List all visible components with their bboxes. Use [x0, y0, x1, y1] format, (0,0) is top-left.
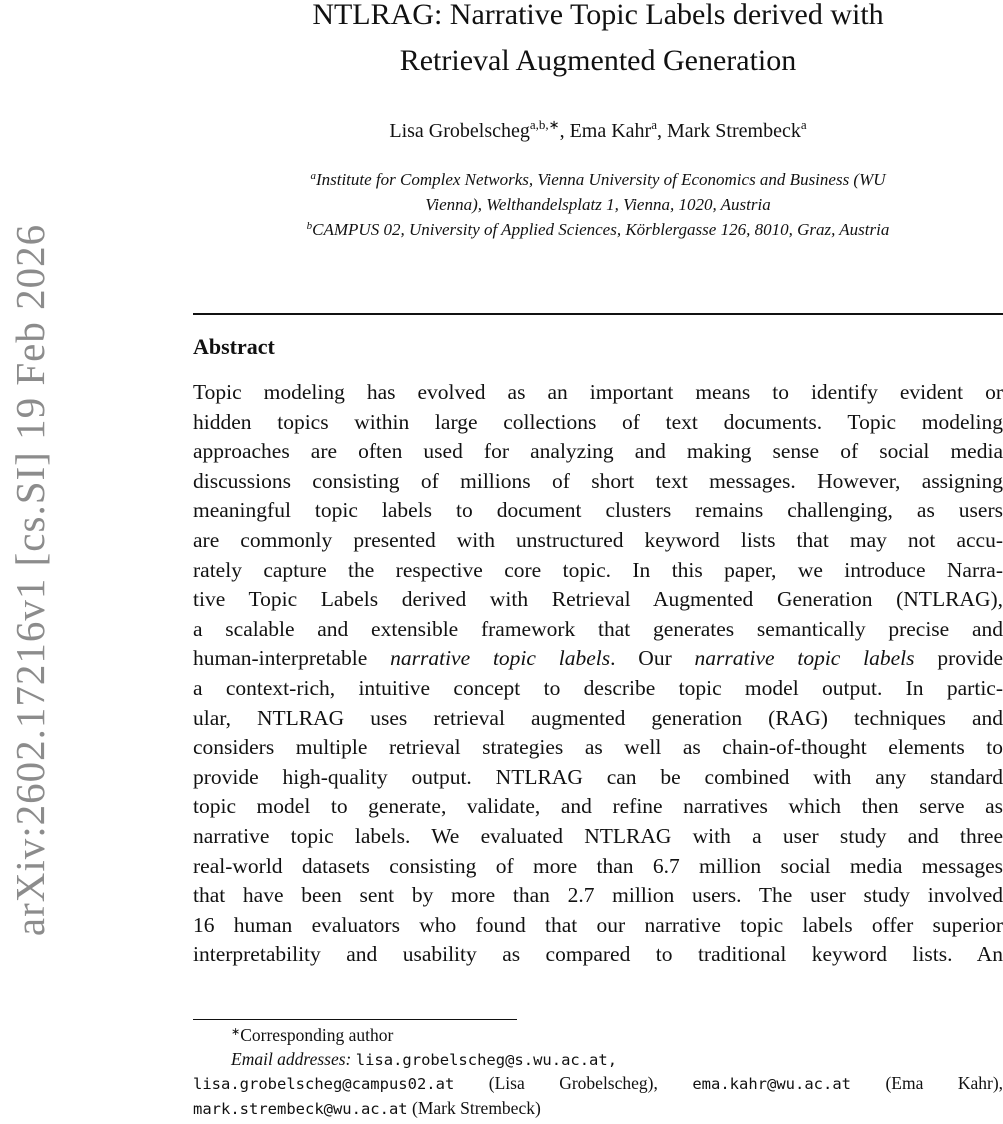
- author-affiliation-marks: a: [800, 117, 807, 132]
- corresponding-author-note: ∗Corresponding author: [231, 1025, 394, 1045]
- author-list: Lisa Grobelscheg$^{a,b,∗}$, Ema Kahr$^a$, Mark Strembeck$^a$: [389, 117, 807, 142]
- abstract-line: real-world datasets consisting of more than 6.7 million social media messages: [193, 853, 1003, 878]
- abstract-line: provide high-quality output. NTLRAG can be combined with any standard: [193, 764, 1003, 789]
- affiliation-a-continued: Vienna), Welthandelsplatz 1, Vienna, 1020, Austria: [425, 195, 771, 214]
- abstract-line: Topic modeling has evolved as an important means to identify evident or: [193, 380, 1003, 404]
- email-addresses-line: mark.strembeck@wu.ac.at (Mark Strembeck): [193, 1097, 541, 1118]
- paper-title: [193, 0, 1003, 84]
- abstract-line: hidden topics within large collections of text documents. Topic modeling: [193, 409, 1003, 434]
- abstract-line: interpretability and usability as compared to traditional keyword lists. An: [193, 942, 1003, 967]
- affiliation-a: $^a$Institute for Complex Networks, Vienna University of Economics and Business (WU: [310, 170, 886, 189]
- abstract-line: topic model to generate, validate, and refine narratives which then serve as: [193, 794, 1003, 819]
- abstract-line: a scalable and extensible framework that generates semantically precise and: [193, 616, 1003, 641]
- abstract-line: ular, NTLRAG uses retrieval augmented generation (RAG) techniques and: [193, 705, 1003, 730]
- author-affiliation-marks: a,b,∗: [529, 117, 560, 132]
- email-link[interactable]: lisa.grobelscheg@campus02.at: [193, 1075, 455, 1093]
- abstract-line-with-emphasis: human-interpretable narrative topic labels. Our narrative topic labels provide: [193, 646, 1003, 671]
- author-affiliation-marks: a: [651, 117, 657, 132]
- abstract-line: a context-rich, intuitive concept to describe topic model output. In partic-: [193, 675, 1003, 700]
- abstract-line: narrative topic labels. We evaluated NTLRAG with a user study and three: [193, 823, 1003, 848]
- abstract-line: are commonly presented with unstructured keyword lists that may not accu-: [193, 527, 1003, 552]
- footnotes: [193, 1024, 1003, 1121]
- abstract-line: discussions consisting of millions of short text messages. However, assigning: [193, 468, 1003, 493]
- email-addresses-line: Email addresses: lisa.grobelscheg@s.wu.ac.at,: [231, 1048, 618, 1069]
- emphasis: narrative topic labels: [694, 646, 915, 671]
- abstract-line: approaches are often used for analyzing and making sense of social media: [193, 439, 1003, 464]
- affiliations: [193, 167, 1003, 242]
- footnote-rule: [193, 1019, 517, 1020]
- title-line-1: NTLRAG: Narrative Topic Labels derived with: [312, 0, 884, 31]
- emphasis: narrative topic labels: [390, 646, 611, 671]
- abstract-body: [193, 378, 1003, 970]
- abstract-top-rule: [193, 313, 1003, 315]
- email-link[interactable]: lisa.grobelscheg@s.wu.ac.at,: [355, 1050, 618, 1069]
- abstract-line: that have been sent by more than 2.7 million users. The user study involved: [193, 883, 1003, 908]
- email-addresses-line: lisa.grobelscheg@campus02.at (Lisa Grobelscheg), ema.kahr@wu.ac.at (Ema Kahr),: [193, 1073, 1003, 1093]
- arxiv-identifier-stamp: arXiv:2602.17216v1 [cs.SI] 19 Feb 2026: [7, 223, 53, 937]
- abstract-line: tive Topic Labels derived with Retrieval Augmented Generation (NTLRAG),: [193, 587, 1003, 612]
- email-link[interactable]: ema.kahr@wu.ac.at: [692, 1075, 851, 1093]
- author-name: Mark Strembeck: [666, 120, 801, 142]
- affiliation-b: $^b$CAMPUS 02, University of Applied Sciences, Körblergasse 126, 8010, Graz, Austria: [306, 220, 890, 239]
- author-name: Ema Kahr: [569, 120, 652, 142]
- email-link[interactable]: mark.strembeck@wu.ac.at: [193, 1099, 408, 1118]
- abstract-heading: Abstract: [193, 334, 275, 359]
- abstract-line: considers multiple retrieval strategies as well as chain-of-thought elements to: [193, 735, 1003, 760]
- author-name: Lisa Grobelscheg: [389, 120, 530, 142]
- title-line-2: Retrieval Augmented Generation: [399, 44, 797, 77]
- abstract-line: 16 human evaluators who found that our narrative topic labels offer superior: [193, 912, 1003, 937]
- abstract-line: rately capture the respective core topic. In this paper, we introduce Narra-: [193, 557, 1003, 582]
- abstract-line: meaningful topic labels to document clusters remains challenging, as users: [193, 498, 1003, 523]
